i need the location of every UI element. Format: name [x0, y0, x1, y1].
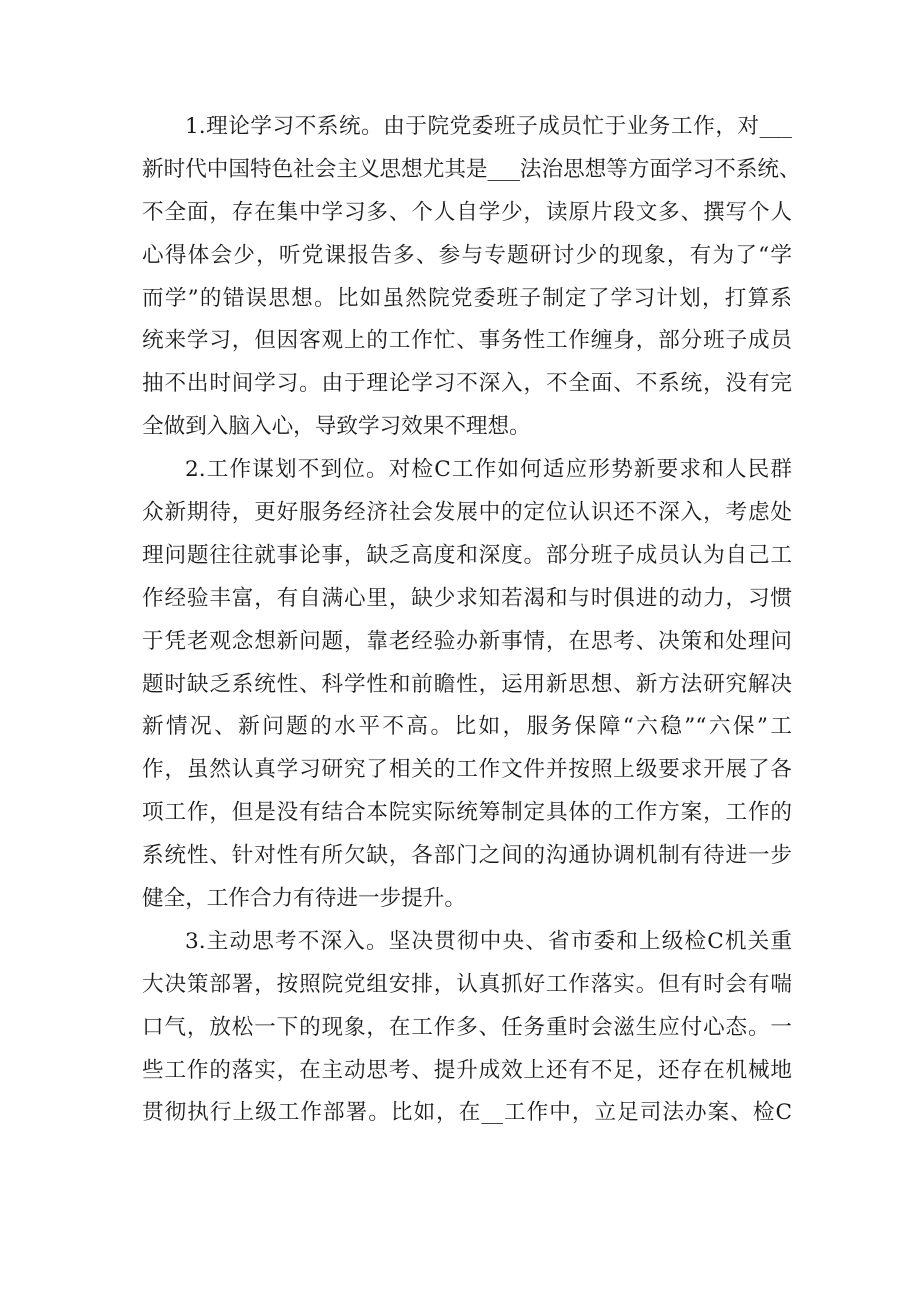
paragraph-line: 统来学习，但因客观上的工作忙、事务性工作缠身，部分班子成员 [142, 328, 792, 354]
paragraph-line: 新情况、新问题的水平不高。比如，服务保障“六稳”“六保”工 [142, 714, 792, 740]
paragraph-1 [142, 106, 801, 449]
paragraph-line: 系统性、针对性有所欠缺，各部门之间的沟通协调机制有待进一步 [142, 843, 792, 869]
paragraph-line: 3.主动思考不深入。坚决贯彻中央、省市委和上级检C机关重 [185, 928, 792, 954]
paragraph-line: 健全，工作合力有待进一步提升。 [142, 886, 466, 912]
document-body [142, 106, 801, 1135]
paragraph-line: 贯彻执行上级工作部署。比如，在__工作中，立足司法办案、检C [142, 1100, 792, 1126]
paragraph-3 [142, 921, 792, 1135]
paragraph-line: 作经验丰富，有自满心里，缺少求知若渴和与时俱进的动力，习惯 [142, 585, 792, 611]
paragraph-line: 心得体会少，听党课报告多、参与专题研讨少的现象，有为了“学 [142, 242, 792, 268]
paragraph-line: 于凭老观念想新问题，靠老经验办新事情，在思考、决策和处理问 [142, 628, 792, 654]
paragraph-line: 不全面，存在集中学习多、个人自学少，读原片段文多、撰写个人 [142, 199, 792, 225]
paragraph-line: 口气，放松一下的现象，在工作多、任务重时会滋生应付心态。一 [142, 1014, 792, 1040]
paragraph-line: 项工作，但是没有结合本院实际统筹制定具体的工作方案，工作的 [142, 800, 792, 826]
paragraph-line: 大决策部署，按照院党组安排，认真抓好工作落实。但有时会有喘 [142, 971, 792, 997]
paragraph-line: 抽不出时间学习。由于理论学习不深入，不全面、不系统，没有完 [142, 371, 792, 397]
paragraph-line: 作，虽然认真学习研究了相关的工作文件并按照上级要求开展了各 [142, 757, 792, 783]
paragraph-line: 众新期待，更好服务经济社会发展中的定位认识还不深入，考虑处 [142, 500, 792, 526]
paragraph-line: 题时缺乏系统性、科学性和前瞻性，运用新思想、新方法研究解决 [142, 671, 792, 697]
paragraph-line: 全做到入脑入心，导致学习效果不理想。 [142, 414, 531, 440]
paragraph-line: 2.工作谋划不到位。对检C工作如何适应形势新要求和人民群 [185, 457, 792, 483]
paragraph-line: 而学”的错误思想。比如虽然院党委班子制定了学习计划，打算系 [142, 285, 792, 311]
paragraph-line: 1.理论学习不系统。由于院党委班子成员忙于业务工作，对___ [185, 114, 792, 139]
paragraph-line: 理问题往往就事论事，缺乏高度和深度。部分班子成员认为自己工 [142, 542, 792, 568]
paragraph-line: 新时代中国特色社会主义思想尤其是___法治思想等方面学习不系统、 [142, 156, 801, 182]
paragraph-line: 些工作的落实，在主动思考、提升成效上还有不足，还存在机械地 [142, 1057, 792, 1083]
paragraph-2 [142, 449, 792, 921]
